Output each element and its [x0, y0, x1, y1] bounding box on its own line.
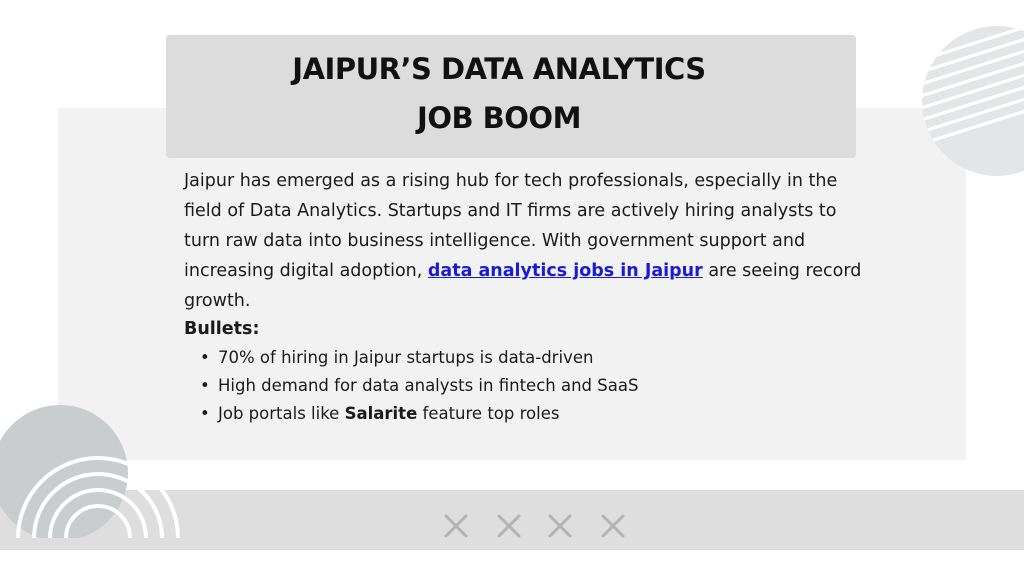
bullet-text-suffix: feature top roles: [417, 404, 560, 423]
page-title-line-2: JOB BOOM: [417, 101, 581, 135]
intro-paragraph: [184, 166, 864, 316]
jobs-in-jaipur-link[interactable]: data analytics jobs in Jaipur: [427, 261, 703, 281]
bullet-text: 70% of hiring in Jaipur startups is data-driven: [218, 348, 594, 367]
list-item: [200, 344, 820, 372]
bullets-heading: Bullets:: [184, 319, 260, 339]
bullet-list: [200, 344, 820, 428]
bullet-text-prefix: Job portals like: [218, 404, 345, 423]
close-x-icon: [499, 516, 519, 536]
paragraph-text: Jaipur has emerged as a rising hub for tech professionals, especially in the field of Data Analytics. Startups and IT firms are actively hiring analysts to turn raw data into business intelligence. With government support and increasing digital adoption,: [184, 171, 838, 281]
close-x-icon: [603, 516, 623, 536]
list-item: [200, 372, 820, 400]
page-title-line-1: JAIPUR’S DATA ANALYTICS: [292, 52, 706, 86]
close-x-icon: [446, 516, 466, 536]
bullet-text: High demand for data analysts in fintech and SaaS: [218, 376, 639, 395]
brand-name: Salarite: [344, 404, 418, 423]
x-marks-decoration: [440, 512, 640, 540]
paragraph-text-end: are seeing record growth.: [184, 261, 862, 311]
close-x-icon: [550, 516, 570, 536]
list-item: [200, 400, 820, 428]
striped-circle-decoration: [922, 26, 1024, 176]
title-box: [166, 35, 856, 158]
arc-circle-decoration: [0, 378, 200, 538]
